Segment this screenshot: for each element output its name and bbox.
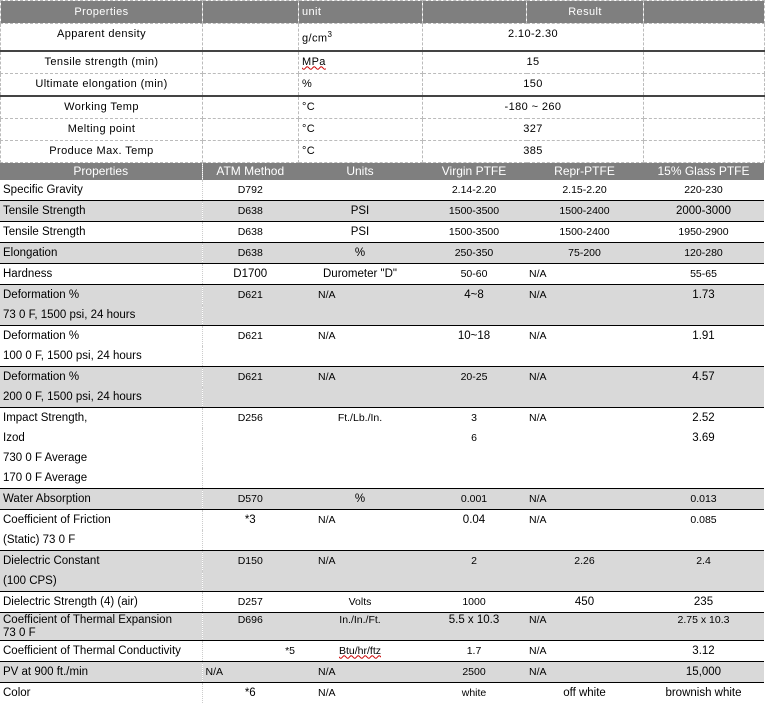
header-virgin-ptfe: Virgin PTFE (422, 163, 526, 180)
result-cell: 385 (423, 140, 644, 162)
row-produce-max-temp (1, 140, 765, 162)
row-deformation-100-condition: 100 0 F, 1500 psi, 24 hours (0, 346, 764, 367)
header-atm-method: ATM Method (202, 163, 298, 180)
row-color: Color *6 N/A white off white brownish white (0, 682, 764, 703)
row-coefficient-friction-condition: (Static) 73 0 F (0, 530, 764, 551)
prop-label: Apparent density (1, 24, 203, 51)
row-working-temp (1, 96, 765, 119)
row-average-730: 730 0 F Average (0, 448, 764, 468)
unit-cell: °C (299, 96, 423, 119)
row-tensile-strength-1: Tensile Strength D638 PSI 1500-3500 1500-2400 2000-3000 (0, 200, 764, 221)
header-units: Units (298, 163, 422, 180)
header-glass-ptfe: 15% Glass PTFE (643, 163, 764, 180)
row-deformation-200: Deformation % D621 N/A 20-25 N/A 4.57 (0, 366, 764, 387)
header-properties: Properties (0, 163, 202, 180)
row-coefficient-friction: Coefficient of Friction *3 N/A 0.04 N/A 0.085 (0, 509, 764, 530)
header-unit: unit (299, 1, 423, 24)
header-properties: Properties (1, 1, 203, 24)
row-water-absorption: Water Absorption D570 % 0.001 N/A 0.013 (0, 488, 764, 509)
header-repr-ptfe: Repr-PTFE (526, 163, 643, 180)
basic-properties-table (0, 0, 765, 163)
row-hardness: Hardness D1700 Durometer "D" 50-60 N/A 55-65 (0, 263, 764, 284)
row-thermal-conductivity: Coefficient of Thermal Conductivity *5 Btu/hr/ftz 1.7 N/A 3.12 (0, 640, 764, 661)
row-deformation-100: Deformation % D621 N/A 10~18 N/A 1.91 (0, 325, 764, 346)
row-pv: PV at 900 ft./min N/A N/A 2500 N/A 15,000 (0, 661, 764, 682)
row-thermal-expansion: Coefficient of Thermal Expansion 73 0 F D696 In./In./Ft. 5.5 x 10.3 N/A 2.75 x 10.3 (0, 612, 764, 640)
row-dielectric-constant: Dielectric Constant D150 N/A 2 2.26 2.4 (0, 550, 764, 571)
unit-cell: MPa (299, 51, 423, 74)
row-dielectric-constant-condition: (100 CPS) (0, 571, 764, 592)
row-impact-strength: Impact Strength, D256 Ft./Lb./In. 3 N/A 2.52 (0, 407, 764, 428)
row-elongation: Elongation D638 % 250-350 75-200 120-280 (0, 242, 764, 263)
prop-label: Working Temp (1, 96, 203, 119)
result-cell: 150 (423, 73, 644, 96)
unit-cell: °C (299, 118, 423, 140)
row-deformation-73-condition: 73 0 F, 1500 psi, 24 hours (0, 305, 764, 326)
header-result: Result (527, 1, 644, 24)
prop-label: Melting point (1, 118, 203, 140)
row-melting-point (1, 118, 765, 140)
row-dielectric-strength: Dielectric Strength (4) (air) D257 Volts 1000 450 235 (0, 591, 764, 612)
prop-label: Tensile strength (min) (1, 51, 203, 74)
row-tensile-strength-2: Tensile Strength D638 PSI 1500-3500 1500-2400 1950-2900 (0, 221, 764, 242)
row-deformation-73: Deformation % D621 N/A 4~8 N/A 1.73 (0, 284, 764, 305)
unit-cell: $g/cm^3$ (299, 24, 423, 51)
result-cell: 2.10-2.30 (423, 24, 644, 51)
row-apparent-density (1, 24, 765, 51)
row-deformation-200-condition: 200 0 F, 1500 psi, 24 hours (0, 387, 764, 408)
row-izod: Izod 6 3.69 (0, 428, 764, 448)
material-comparison-table (0, 163, 764, 703)
unit-cell: °C (299, 140, 423, 162)
result-cell: 327 (423, 118, 644, 140)
row-specific-gravity: Specific Gravity D792 2.14-2.20 2.15-2.20 220-230 (0, 180, 764, 201)
result-cell: 15 (423, 51, 644, 74)
row-tensile-strength (1, 51, 765, 74)
row-ultimate-elongation (1, 73, 765, 96)
result-cell: -180 ~ 260 (423, 96, 644, 119)
prop-label: Produce Max. Temp (1, 140, 203, 162)
basic-properties-header (1, 1, 765, 24)
prop-label: Ultimate elongation (min) (1, 73, 203, 96)
row-average-170: 170 0 F Average (0, 468, 764, 489)
comparison-header (0, 163, 764, 180)
unit-cell: % (299, 73, 423, 96)
